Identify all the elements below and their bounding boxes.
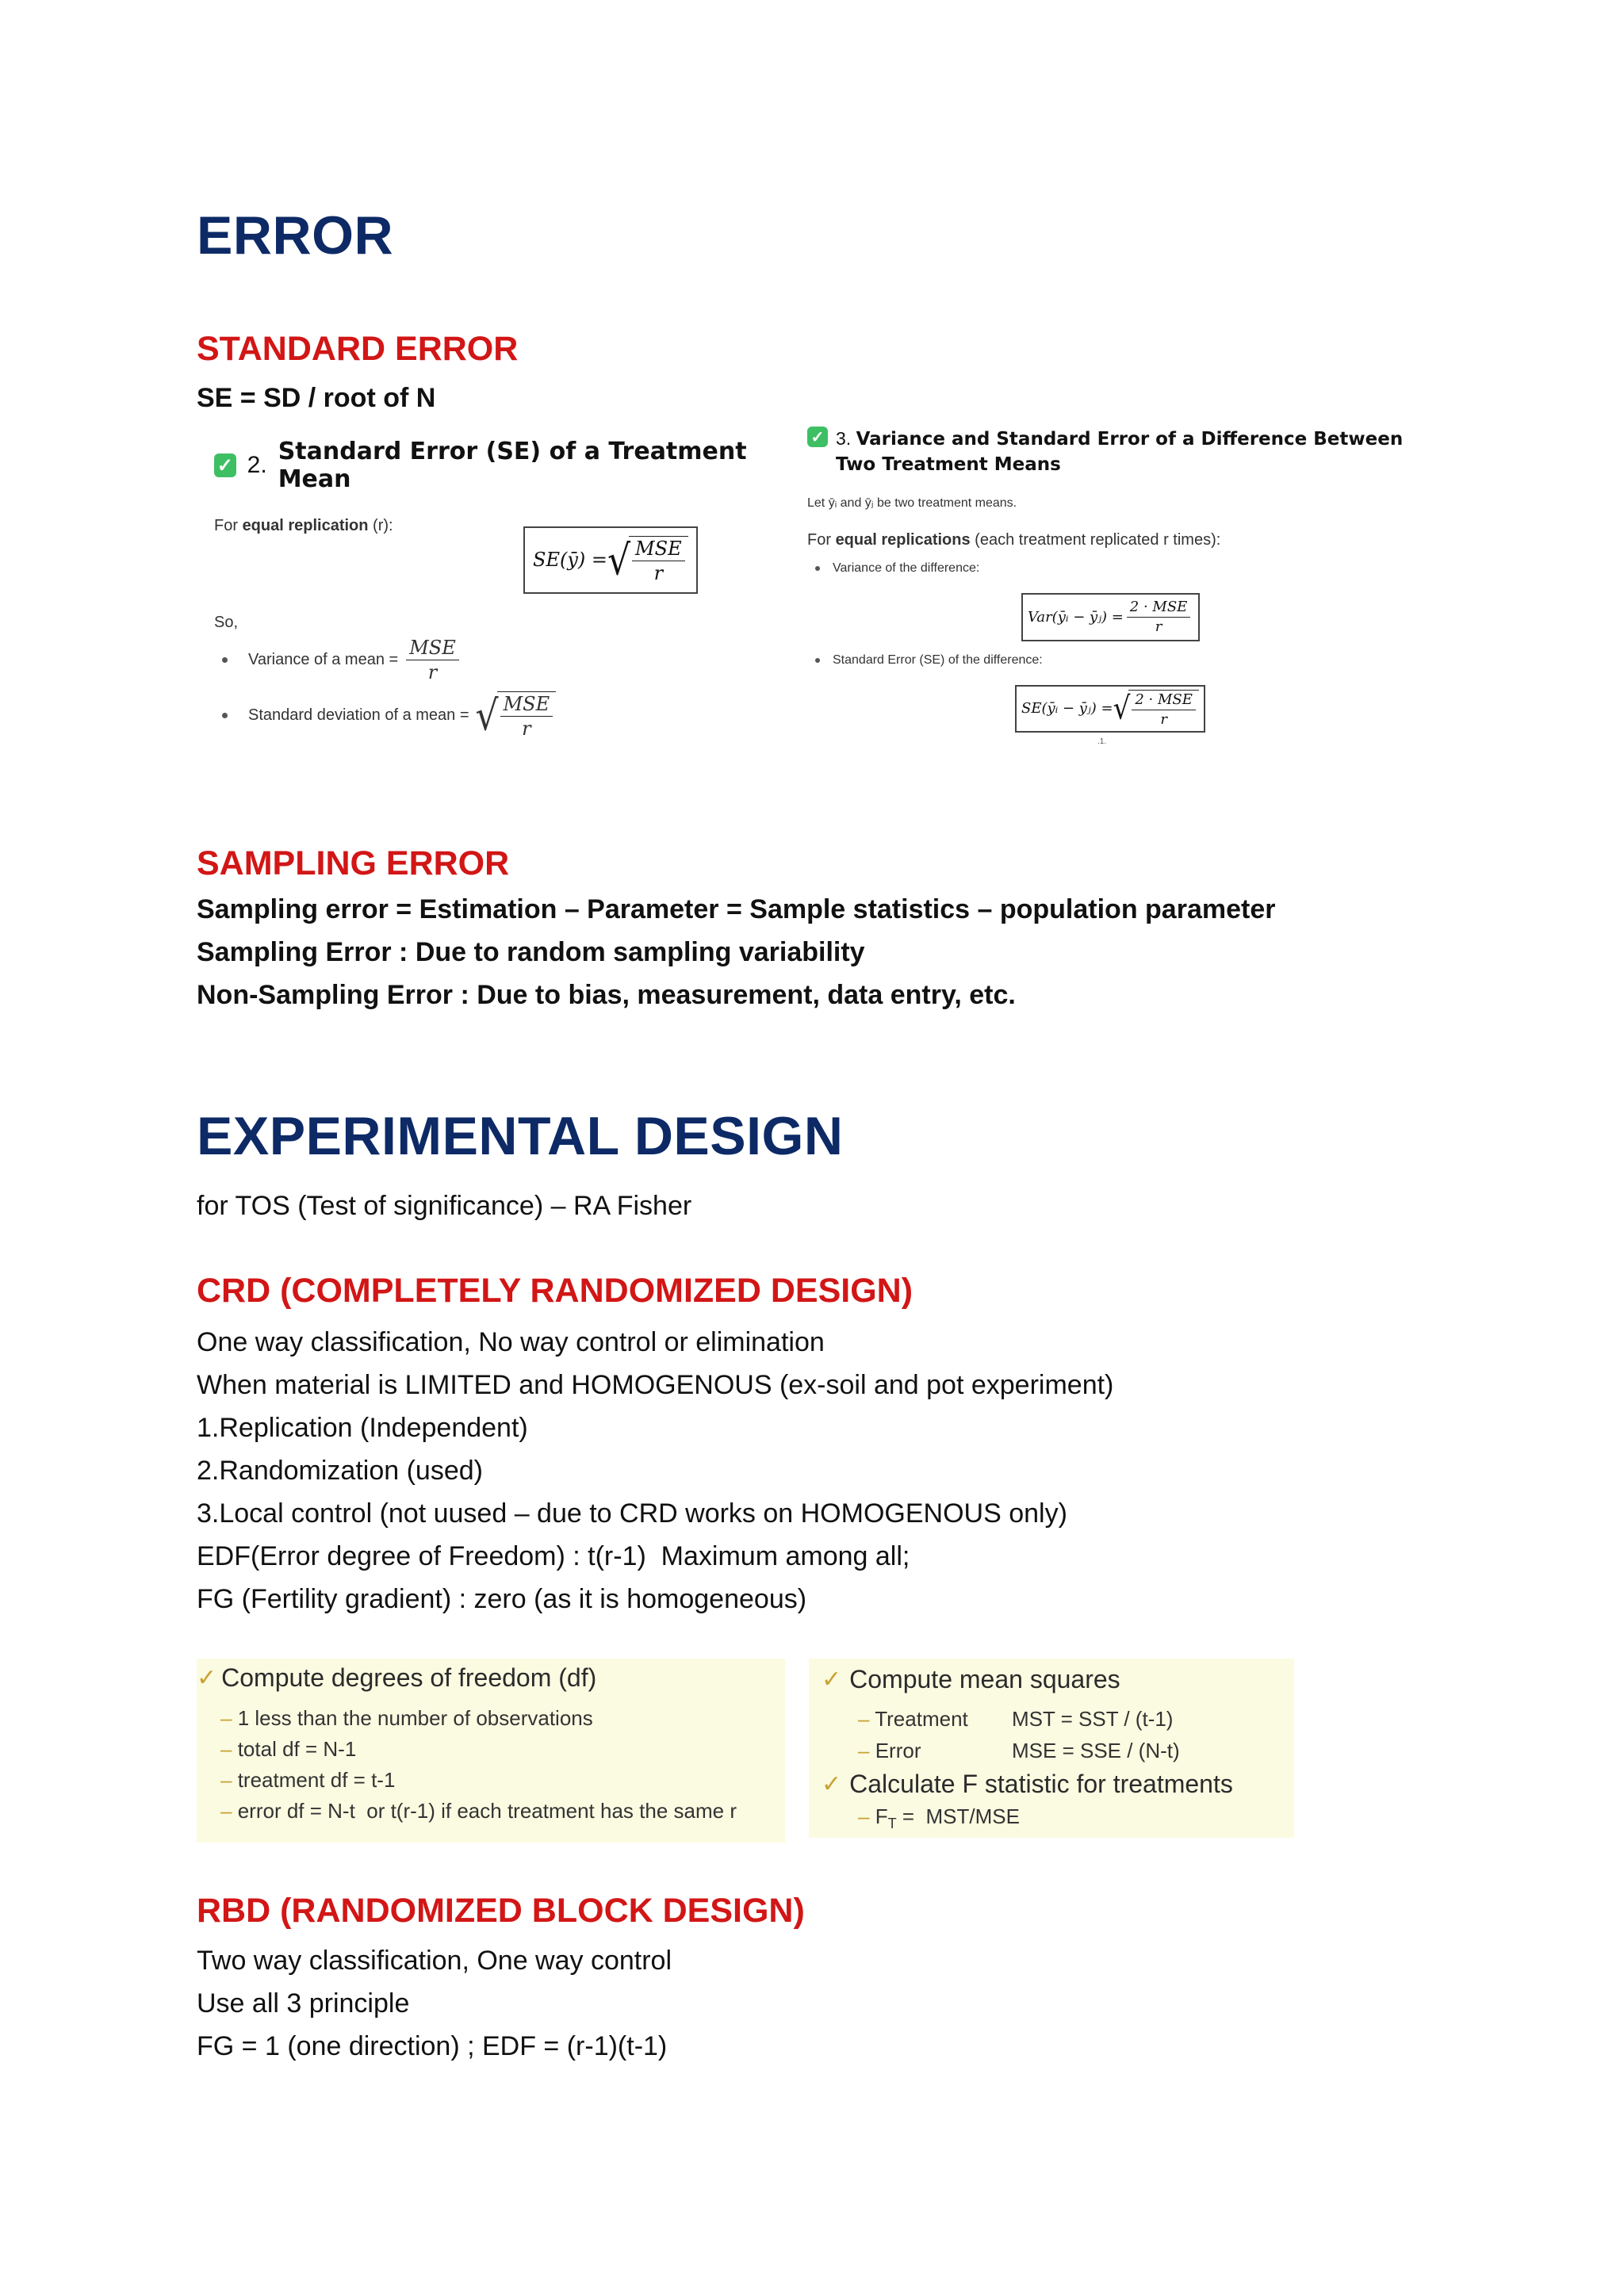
crd-line: When material is LIMITED and HOMOGENOUS (ex-soil and pot experiment)	[197, 1370, 1114, 1400]
card-intro: For equal replication (r):	[214, 517, 393, 534]
rbd-line: Use all 3 principle	[197, 1988, 410, 2019]
df-item: – 1 less than the number of observations	[220, 1706, 593, 1730]
crd-line: 2.Randomization (used)	[197, 1456, 483, 1486]
df-panel-title: Compute degrees of freedom (df)	[221, 1663, 597, 1692]
crd-line: 1.Replication (Independent)	[197, 1413, 528, 1443]
f-statistic-formula: – $F_T = MST/MSE$	[858, 1804, 1020, 1832]
crd-line: One way classification, No way control or elimination	[197, 1327, 825, 1357]
sampling-line: Sampling error = Estimation – Parameter = Sample statistics – population parameter	[197, 894, 1276, 924]
check-tick-icon: ✓	[822, 1667, 842, 1693]
se-difference-item: Standard Error (SE) of the difference:	[815, 653, 1043, 668]
card-number: 3.	[836, 428, 852, 449]
check-tick-icon: ✓	[197, 1665, 217, 1691]
df-item: – treatment df = t-1	[220, 1768, 396, 1792]
error-title: ERROR	[197, 205, 394, 266]
checkmark-icon: ✓	[214, 453, 236, 477]
se-treatment-mean-card	[214, 438, 785, 771]
se-formula-line: SE = SD / root of N	[197, 383, 436, 413]
crd-heading: CRD (COMPLETELY RANDOMIZED DESIGN)	[197, 1272, 914, 1310]
sampling-line: Sampling Error : Due to random sampling variability	[197, 937, 865, 967]
rbd-heading: RBD (RANDOMIZED BLOCK DESIGN)	[197, 1892, 805, 1930]
rbd-line: FG = 1 (one direction) ; EDF = (r-1)(t-1)	[197, 2031, 668, 2061]
crd-line: 3.Local control (not uused – due to CRD works on HOMOGENOUS only)	[197, 1498, 1067, 1529]
sampling-line: Non-Sampling Error : Due to bias, measurement, data entry, etc.	[197, 980, 1016, 1010]
se-mean-formula: SE(ȳ) = √ $\frac{\text{MSE}}{r}$	[523, 526, 698, 594]
sampling-error-heading: SAMPLING ERROR	[197, 844, 510, 882]
experimental-design-title: EXPERIMENTAL DESIGN	[197, 1106, 844, 1166]
rbd-lines	[197, 1939, 672, 2068]
ms-row: – Error MSE = SSE / (N-t)	[858, 1739, 1180, 1762]
variance-difference-item: Variance of the difference:	[815, 561, 979, 576]
check-tick-icon: ✓	[822, 1771, 842, 1797]
so-label: So,	[214, 614, 239, 631]
trailing-mark: .1.	[1097, 737, 1107, 746]
sampling-error-lines	[197, 888, 1275, 1016]
card-title: Standard Error (SE) of a Treatment Mean	[278, 438, 747, 493]
df-item: – total df = N-1	[220, 1737, 357, 1761]
card-title: Variance and Standard Error of a Difference Between Two Treatment Means	[836, 429, 1404, 475]
se-difference-formula: SE(ȳᵢ − ȳⱼ) = √ $\frac{\text{2 · MSE}}{r}$	[1015, 685, 1205, 733]
crd-line: FG (Fertility gradient) : zero (as it is homogeneous)	[197, 1584, 807, 1614]
checkmark-icon: ✓	[807, 427, 828, 447]
crd-lines	[197, 1321, 1113, 1621]
mean-squares-panel	[809, 1659, 1294, 1838]
experimental-design-subtitle: for TOS (Test of significance) – RA Fisher	[197, 1191, 692, 1221]
card-number: 2.	[247, 452, 267, 478]
ms-panel-title: Compute mean squares	[849, 1665, 1120, 1693]
variance-of-mean-item: Variance of a mean = $\frac{\text{MSE}}{r}$	[222, 637, 462, 683]
card-intro: Let ȳᵢ and ȳⱼ be two treatment means.	[807, 496, 1017, 510]
variance-difference-formula: Var(ȳᵢ − ȳⱼ) = $\frac{\text{2 · MSE}}{r}$	[1021, 593, 1200, 641]
df-panel	[197, 1659, 785, 1843]
difference-card	[807, 427, 1426, 760]
ms-row: – Treatment MST = SST / (t-1)	[858, 1707, 1174, 1731]
rbd-line: Two way classification, One way control	[197, 1946, 672, 1976]
df-item: – error df = N-t or t(r-1) if each treatment has the same r	[220, 1799, 737, 1823]
crd-line: EDF(Error degree of Freedom) : t(r-1) Maximum among all;	[197, 1541, 910, 1571]
equal-replications-note: For equal replications (each treatment replicated r times):	[807, 531, 1221, 549]
f-statistic-title: Calculate F statistic for treatments	[849, 1770, 1233, 1798]
standard-error-heading: STANDARD ERROR	[197, 330, 519, 368]
sd-of-mean-item: Standard deviation of a mean = √ $\frac{\text{MSE}}{r}$	[222, 691, 556, 740]
